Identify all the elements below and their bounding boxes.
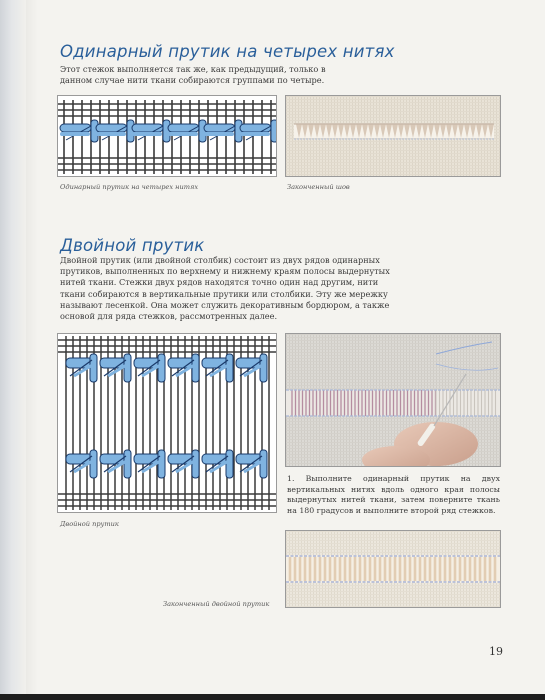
section1-title: Одинарный прутик на четырех нитях — [60, 42, 395, 61]
section2-diagram-caption: Двойной прутик — [60, 520, 119, 528]
section2-diagram — [57, 333, 277, 513]
section2-title: Двойной прутик — [60, 236, 205, 255]
section2-photo-step1 — [285, 333, 501, 467]
finished-double-hemstitch-photo — [286, 531, 500, 607]
section2-text: Двойной прутик (или двойной столбик) состоит из двух рядов одинарных прутиков, выполненных по верхнему и нижнему краям полосы выдернутых нитей ткани. Стежки двух рядов находятся точно один над другим, нити ткани собираются в вертикальные прутики или столбики. Эту же мережку называют лесенкой. Она может служить декоративным бордюром, а также основой для ряда стежков, рассмотренных далее. — [60, 255, 390, 322]
book-gutter — [0, 0, 26, 700]
section2-photo-finished — [285, 530, 501, 608]
book-gutter-shade — [26, 0, 38, 700]
section1-diagram-caption: Одинарный прутик на четырех нитях — [60, 183, 199, 191]
section1-photo — [285, 95, 501, 177]
stitching-hands-photo — [286, 334, 500, 466]
section1-text: Этот стежок выполняется так же, как предыдущий, только в данном случае нити ткани собираются группами по четыре. — [60, 64, 326, 86]
page-number: 19 — [489, 645, 503, 658]
section2-photo-caption: Законченный двойной прутик — [163, 600, 270, 608]
finished-seam-photo — [286, 96, 500, 176]
section1-photo-caption: Законченный шов — [287, 183, 350, 191]
double-hemstitch-diagram — [58, 334, 276, 512]
single-hemstitch-diagram — [58, 96, 276, 176]
section2-step1-text: 1. Выполните одинарный прутик на двух вертикальных нитях вдоль одного края полосы выдернутых нитей ткани, затем поверните ткань на 180 градусов и выполните второй ряд стежков. — [287, 474, 500, 515]
section1-diagram — [57, 95, 277, 177]
book-bottom-edge — [0, 694, 545, 700]
